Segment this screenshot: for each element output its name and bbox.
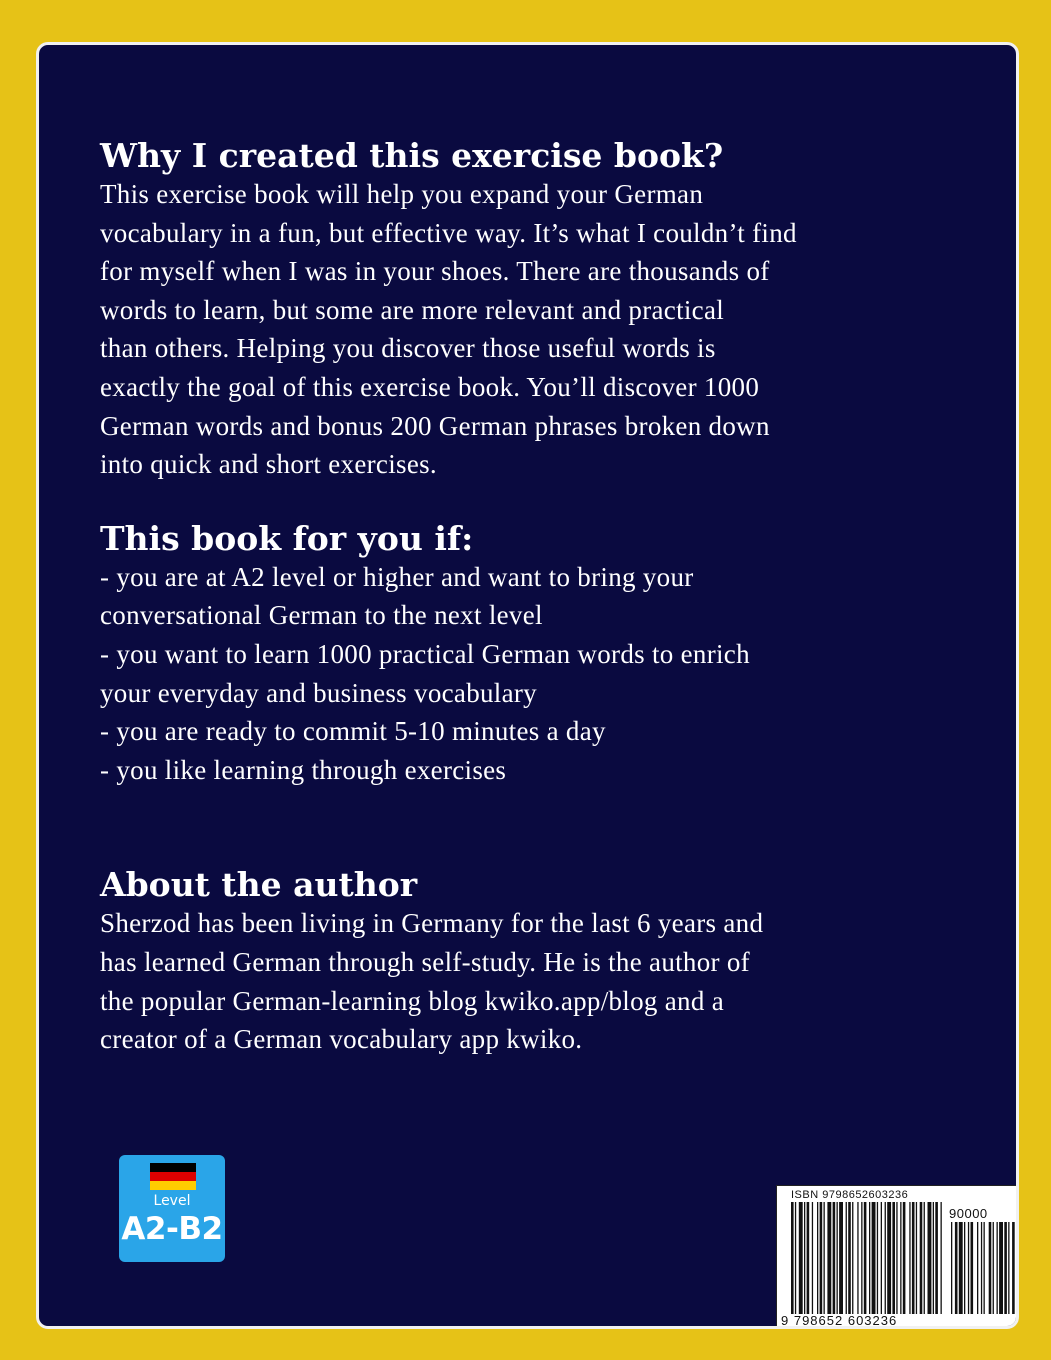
- barcode-bar: [827, 1202, 831, 1314]
- barcode-bar: [857, 1202, 858, 1314]
- barcode-bar: [928, 1202, 932, 1314]
- barcode-bar: [877, 1202, 878, 1314]
- barcode-bar: [935, 1202, 938, 1314]
- section-for-you-line: - you like learning through exercises: [100, 754, 507, 785]
- barcode-bar: [804, 1202, 805, 1314]
- barcode-bar: [852, 1202, 853, 1314]
- barcode-addon-bar: [959, 1222, 963, 1314]
- barcode-addon-bar: [971, 1222, 974, 1314]
- barcode-bar: [881, 1202, 882, 1314]
- barcode-bar: [941, 1202, 942, 1314]
- section-for-you-line: your everyday and business vocabulary: [100, 677, 537, 708]
- barcode-bar: [812, 1202, 813, 1314]
- barcode-bar: [861, 1202, 862, 1314]
- flag-stripe-red: [150, 1172, 196, 1181]
- barcode-addon-bar: [1016, 1222, 1017, 1314]
- section-why-line: This exercise book will help you expand your German: [100, 179, 704, 209]
- section-author-line: creator of a German vocabulary app kwiko.: [100, 1024, 583, 1055]
- barcode-bar: [912, 1202, 915, 1314]
- section-author-line: Sherzod has been living in Germany for the last 6 years and: [100, 908, 764, 939]
- isbn-label: ISBN 9798652603236: [791, 1189, 909, 1201]
- section-why-line: exactly the goal of this exercise book. You’ll discover 1000: [100, 371, 760, 402]
- barcode-bar: [903, 1202, 906, 1314]
- barcode-addon-bar: [1008, 1222, 1009, 1314]
- barcode-addon-number: 90000: [949, 1206, 988, 1221]
- section-why-line: German words and bonus 200 German phrases broken down: [100, 410, 770, 441]
- section-for-you-line: - you are at A2 level or higher and want to bring your: [100, 561, 694, 592]
- barcode-bar: [837, 1202, 838, 1314]
- back-cover-panel: [36, 42, 1019, 1329]
- badge-level-code: A2-B2: [121, 1211, 223, 1247]
- barcode-bar: [887, 1202, 891, 1314]
- barcode-bar: [909, 1202, 910, 1314]
- section-for-you-line: conversational German to the next level: [100, 600, 543, 631]
- section-why-line: words to learn, but some are more relevant and practical: [100, 294, 725, 325]
- barcode-bar: [900, 1202, 901, 1314]
- barcode-addon-bar: [989, 1222, 992, 1314]
- barcode-addon-bar: [968, 1222, 969, 1314]
- barcode-addon-bar: [984, 1222, 985, 1314]
- barcode-addon-bar: [1012, 1222, 1015, 1314]
- section-author-line: the popular German-learning blog kwiko.app/blog and a: [100, 985, 724, 1016]
- barcode-bar: [807, 1202, 810, 1314]
- barcode-bar: [799, 1202, 803, 1314]
- section-why-title: Why I created this exercise book?: [100, 136, 724, 175]
- barcode-bar: [795, 1202, 796, 1314]
- barcode-bar: [848, 1202, 851, 1314]
- cover-text: [100, 137, 960, 1059]
- barcode-bar: [872, 1202, 876, 1314]
- german-flag-icon: [150, 1163, 196, 1190]
- section-for-you-line: - you are ready to commit 5-10 minutes a day: [100, 716, 606, 747]
- section-why-line: into quick and short exercises.: [100, 449, 437, 480]
- barcode-bar: [892, 1202, 895, 1314]
- barcode-addon-bar: [1004, 1222, 1007, 1314]
- barcode-bar: [833, 1202, 836, 1314]
- barcode-addon-bar: [955, 1222, 958, 1314]
- barcode-addon-bar: [999, 1222, 1003, 1314]
- section-for-you-title: This book for you if:: [100, 518, 474, 558]
- barcode-bar: [791, 1202, 794, 1314]
- barcode-addon-bar: [964, 1222, 965, 1314]
- barcode-bar: [846, 1202, 847, 1314]
- section-for-you: [100, 520, 960, 790]
- section-author: [100, 866, 960, 1058]
- barcode-bar: [824, 1202, 825, 1314]
- section-why-line: than others. Helping you discover those useful words is: [100, 333, 716, 364]
- barcode-bar: [869, 1202, 870, 1314]
- barcode-bar: [933, 1202, 934, 1314]
- barcode-addon-bar: [981, 1222, 982, 1314]
- isbn-barcode: [776, 1185, 1019, 1329]
- barcode-bar: [885, 1202, 886, 1314]
- section-author-title: About the author: [100, 865, 418, 905]
- barcode-bar: [916, 1202, 917, 1314]
- barcode-bar: [817, 1202, 818, 1314]
- barcode-bar: [839, 1202, 843, 1314]
- section-why-line: for myself when I was in your shoes. There are thousands of: [100, 256, 770, 287]
- barcode-digits: 9 798652 603236: [781, 1313, 898, 1328]
- section-for-you-line: - you want to learn 1000 practical German words to enrich: [100, 638, 750, 669]
- barcode-bar: [820, 1202, 823, 1314]
- section-author-line: has learned German through self-study. He is the author of: [100, 946, 750, 977]
- section-why: [100, 137, 960, 484]
- barcode-addon-bar: [993, 1222, 994, 1314]
- barcode-addon-bar: [951, 1222, 952, 1314]
- barcode-addon-bar: [977, 1222, 978, 1314]
- barcode-bar: [920, 1202, 923, 1314]
- flag-stripe-black: [150, 1163, 196, 1172]
- flag-stripe-gold: [150, 1181, 196, 1190]
- barcode-bar: [896, 1202, 897, 1314]
- barcode-addon-bar: [997, 1222, 998, 1314]
- barcode-bars-icon: [791, 1202, 1019, 1314]
- level-badge: [119, 1155, 225, 1262]
- barcode-bar: [924, 1202, 925, 1314]
- badge-level-label: Level: [153, 1193, 191, 1209]
- barcode-bar: [864, 1202, 867, 1314]
- section-why-line: vocabulary in a fun, but effective way. It’s what I couldn’t find: [100, 217, 797, 248]
